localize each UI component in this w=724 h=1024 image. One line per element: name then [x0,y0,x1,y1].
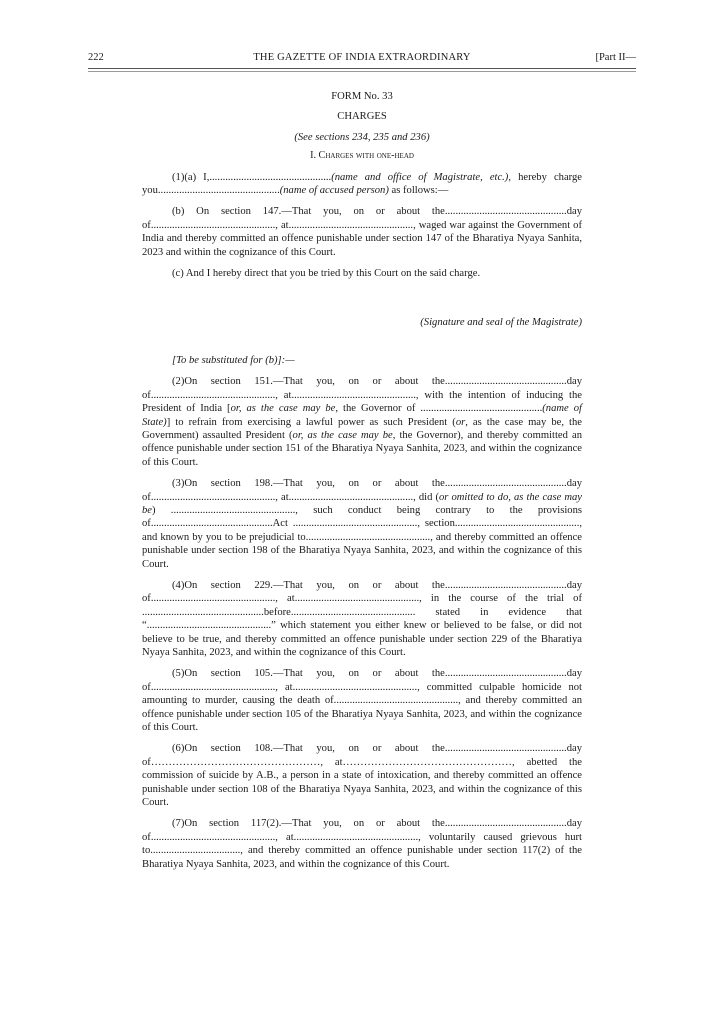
paragraph-1c: (c) And I hereby direct that you be tried by this Court on the said charge. [172,268,481,280]
header-rule [88,68,636,69]
paragraph-5: (5)On section 105.—That you, on or about the..............................................day of..............................................., at..............................................., committed culpable homicide not amounting to murder, causing the death of..............................................., and thereby committed an offence punishable under section 105 of the Bharatiya Nyaya Sanhita, 2023, and within the cognizance of this Court. [142,668,582,734]
header-rule-secondary [88,71,636,72]
document-body [142,90,582,879]
substitution-note: [To be substituted for (b)]:— [172,354,295,366]
paragraph-7: (7)On section 117(2).—That you, on or about the..............................................day of..............................................., at..............................................., voluntarily caused grievous hurt to.................................., and thereby committed an offence punishable under section 117(2) of the Bharatiya Nyaya Sanhita, 2023, and within the cognizance of this Court. [142,818,582,870]
signature-line: (Signature and seal of the Magistrate) [420,317,582,329]
paragraph-1a: (1)(a) I,..............................................(name and office of Magistrate, etc.), hereby charge you..............................................(name of accused person) as follows:— [142,171,582,197]
paragraph-4: (4)On section 229.—That you, on or about the..............................................day of..............................................., at..............................................., in the course of the trial of ..............................................before............................................... stated in evidence that “...............................................” which statement you either knew or believed to be false, or did not believe to be true, and thereby committed an offence punishable under section 229 of the Bharatiya Nyaya Sanhita, 2023, and within the cognizance of this Court. [142,579,582,658]
paragraph-1b: (b) On section 147.—That you, on or about the..............................................day of..............................................., at..............................................., waged war against the Government of India and thereby committed an offence punishable under section 147 of the Bharatiya Nyaya Sanhita, 2023 and within the cognizance of this Court. [142,206,582,258]
page-number: 222 [88,52,104,63]
form-number: FORM No. 33 [331,91,393,102]
subheading: I. Charges with one-head [310,150,414,162]
paragraph-6: (6)On section 108.—That you, on or about the..............................................day of…………………………………………, at…………………………………………, abetted the commission of suicide by A.B., a person in a state of intoxication, and thereby committed an offence punishable under section 108 of the Bharatiya Nyaya Sanhita, 2023, and within the cognizance of this Court. [142,743,582,809]
page-header [88,52,636,66]
form-heading: CHARGES [337,111,387,123]
paragraph-3: (3)On section 198.—That you, on or about the..............................................day of..............................................., at..............................................., did (or omitted to do, as the case may be) ..............................................., such conduct being contrary to the provisions of..............................................Act ..............................................., section..............................................., and known by you to be prejudicial to..............................................., and thereby committed an offence punishable under section 198 of the Bharatiya Nyaya Sanhita, 2023, and within the cognizance of this Court. [142,478,582,570]
paragraph-2: (2)On section 151.—That you, on or about the..............................................day of..............................................., at..............................................., with the intention of inducing the President of India [or, as the case may be, the Governor of ..............................................(name of State)] to refrain from exercising a lawful power as such President (or, as the case may be, the Government) assaulted President (or, as the case may be, the Governor), and thereby committed an offence punishable under section 151 of the Bharatiya Nyaya Sanhita, 2023, and within the cognizance of this Court. [142,376,583,468]
part-label: [Part II— [595,52,636,63]
gazette-title: THE GAZETTE OF INDIA EXTRAORDINARY [253,52,471,63]
section-reference: (See sections 234, 235 and 236) [294,131,430,143]
